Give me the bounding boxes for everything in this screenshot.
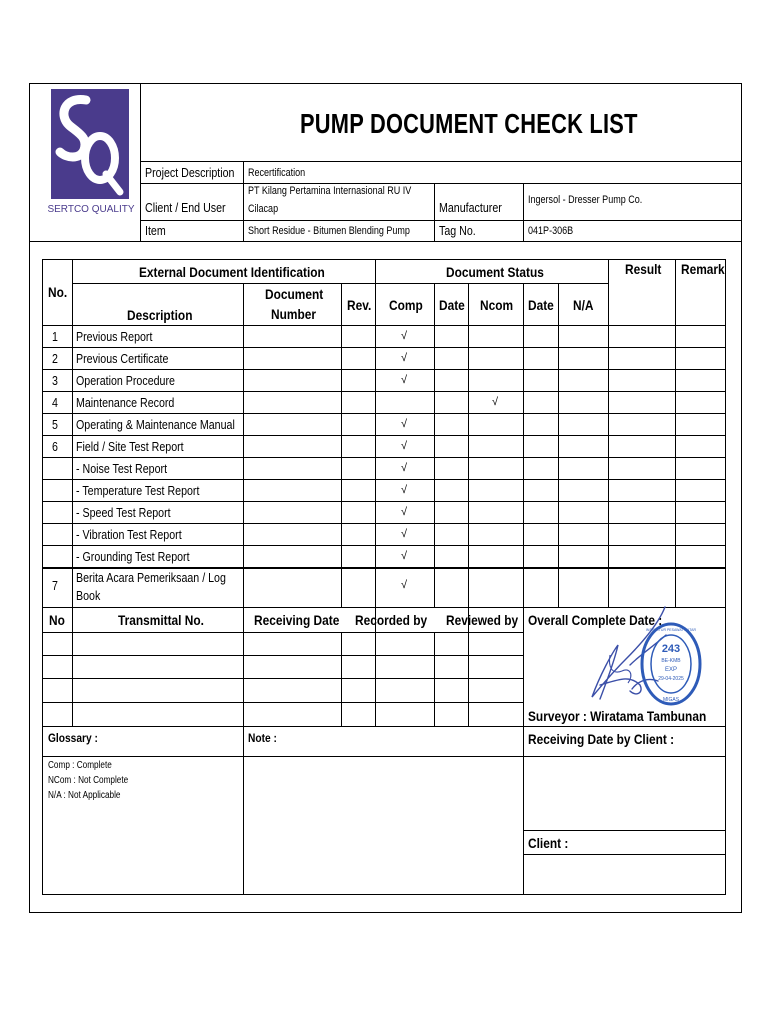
transmittal-col-no: No	[49, 612, 65, 628]
client-label: Client / End User	[145, 200, 226, 215]
receiving-date-by-client-label: Receiving Date by Client :	[528, 731, 675, 747]
stamp-ring-top: INSPEKTUR PESAWAT PUTAR	[645, 628, 697, 632]
stamp-date: 29-04-2025	[658, 676, 684, 682]
project-description-label: Project Description	[145, 165, 235, 180]
client-value-line2: Cilacap	[248, 203, 279, 215]
item-value: Short Residue - Bitumen Blending Pump	[248, 225, 410, 237]
comp-check-mark: √	[400, 528, 408, 540]
row-number: 1	[52, 329, 58, 344]
ncom-check-mark: √	[491, 396, 499, 408]
surveyor-label: Surveyor : Wiratama Tambunan	[528, 708, 707, 724]
row-description: Maintenance Record	[76, 395, 175, 410]
transmittal-col-number: Transmittal No.	[118, 612, 204, 628]
col-description-header: Description	[127, 307, 193, 323]
col-date2-header: Date	[528, 297, 554, 313]
comp-check-mark: √	[400, 506, 408, 518]
page-title: PUMP DOCUMENT CHECK LIST	[300, 108, 638, 139]
row7-description-line1: Berita Acara Pemeriksaan / Log	[76, 570, 226, 585]
comp-check-mark: √	[400, 418, 408, 430]
sertco-logo	[44, 86, 139, 218]
transmittal-col-receiving-date: Receiving Date	[254, 612, 340, 628]
glossary-item-na: N/A : Not Applicable	[48, 790, 121, 801]
row-description: Operating & Maintenance Manual	[76, 417, 235, 432]
glossary-label: Glossary :	[48, 731, 98, 745]
comp-check-mark: √	[400, 462, 408, 474]
transmittal-col-recorded-by: Recorded by	[355, 612, 428, 628]
col-result-header: Result	[625, 261, 662, 277]
row-description: - Temperature Test Report	[76, 483, 200, 498]
col-comp-header: Comp	[389, 297, 423, 313]
tag-label: Tag No.	[439, 223, 476, 238]
col-date1-header: Date	[439, 297, 465, 313]
row-number: 6	[52, 439, 58, 454]
stamp-exp: EXP	[664, 667, 678, 673]
manufacturer-label: Manufacturer	[439, 200, 502, 215]
stamp-code: BE-KMB	[661, 658, 681, 664]
comp-check-mark: √	[400, 374, 408, 386]
document-status-group-header: Document Status	[446, 264, 544, 280]
transmittal-col-reviewed-by: Reviewed by	[446, 612, 519, 628]
col-doc-number-header-line2: Number	[271, 306, 316, 322]
tag-value: 041P-306B	[528, 225, 574, 237]
glossary-item-comp: Comp : Complete	[48, 760, 112, 771]
row-number: 2	[52, 351, 58, 366]
stamp-number: 243	[661, 643, 681, 655]
comp-check-mark: √	[400, 330, 408, 342]
external-doc-group-header: External Document Identification	[139, 264, 325, 280]
row7-no: 7	[52, 578, 58, 593]
row7-description-line2: Book	[76, 588, 101, 603]
comp-check-mark: √	[400, 550, 408, 562]
item-label: Item	[145, 223, 166, 238]
row-description: Field / Site Test Report	[76, 439, 184, 454]
inspector-stamp	[638, 620, 704, 708]
note-label: Note :	[248, 731, 277, 745]
row7-comp-check: √	[400, 579, 408, 591]
logo-text: SERTCO QUALITY	[47, 204, 135, 215]
col-doc-number-header-line1: Document	[265, 286, 324, 302]
stamp-ring-bottom: MIGAS	[662, 697, 680, 703]
manufacturer-value: Ingersol - Dresser Pump Co.	[528, 194, 643, 206]
row-description: - Noise Test Report	[76, 461, 168, 476]
row-description: - Vibration Test Report	[76, 527, 182, 542]
comp-check-mark: √	[400, 484, 408, 496]
comp-check-mark: √	[400, 352, 408, 364]
comp-check-mark: √	[400, 440, 408, 452]
row-description: Previous Certificate	[76, 351, 169, 366]
col-remark-header: Remark	[681, 261, 725, 277]
row-number: 4	[52, 395, 58, 410]
client-signature-label: Client :	[528, 835, 569, 851]
row-number: 3	[52, 373, 58, 388]
row-description: - Grounding Test Report	[76, 549, 190, 564]
col-rev-header: Rev.	[347, 297, 372, 313]
client-value-line1: PT Kilang Pertamina Internasional RU IV	[248, 185, 412, 197]
col-na-header: N/A	[573, 297, 594, 313]
row-description: Operation Procedure	[76, 373, 175, 388]
row-description: - Speed Test Report	[76, 505, 171, 520]
overall-complete-date-label: Overall Complete Date :	[528, 612, 663, 628]
glossary-item-ncom: NCom : Not Complete	[48, 775, 129, 786]
row-description: Previous Report	[76, 329, 153, 344]
col-no-header: No.	[48, 284, 68, 300]
col-ncom-header: Ncom	[480, 297, 514, 313]
project-description-value: Recertification	[248, 167, 306, 179]
row-number: 5	[52, 417, 58, 432]
